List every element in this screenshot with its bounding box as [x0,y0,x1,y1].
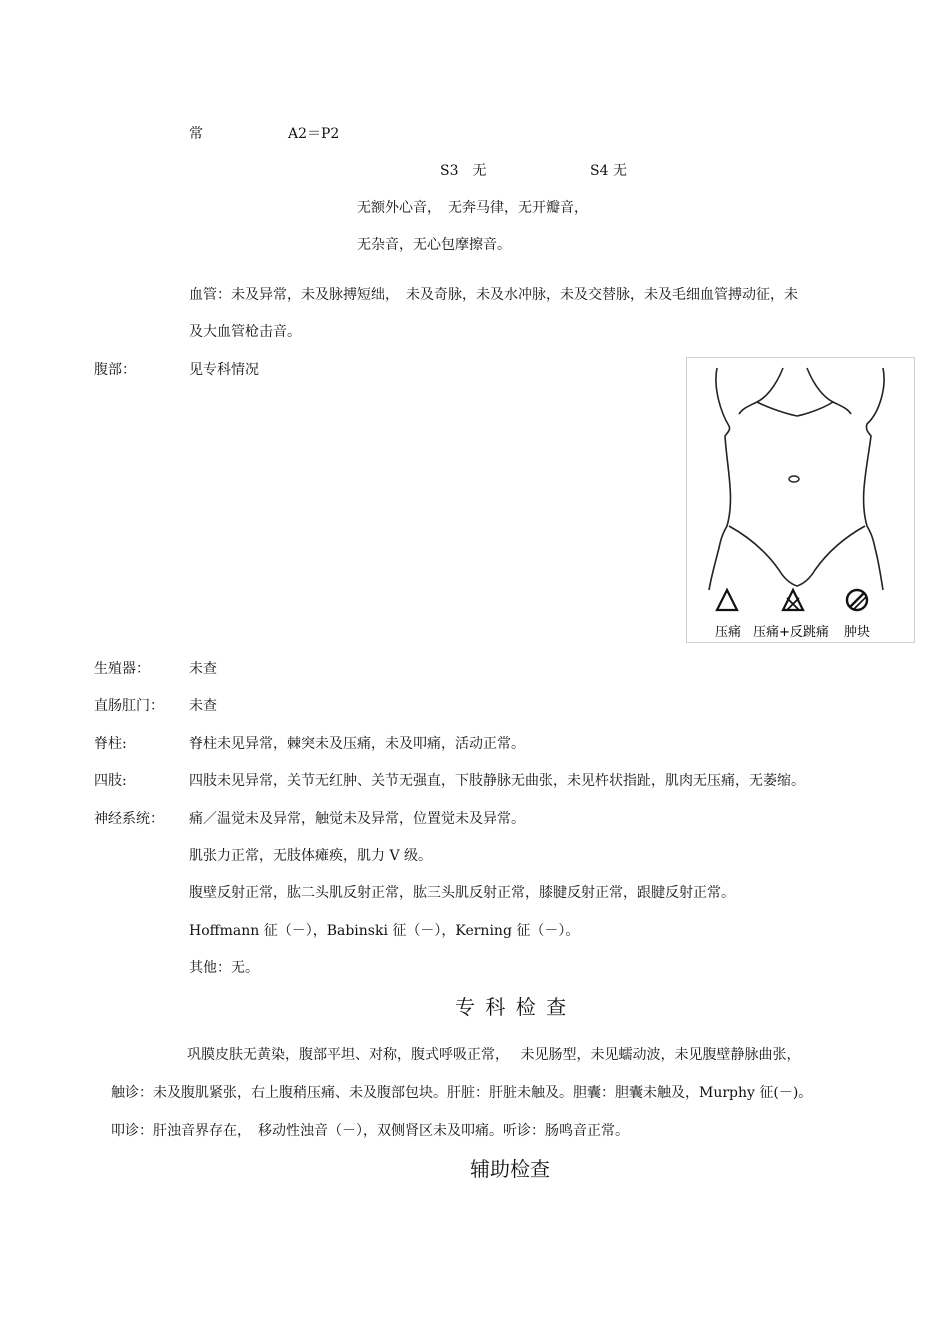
exam-label-spine: 脊柱: [94,736,127,752]
triangle-cross-icon [783,590,803,610]
legend-label-mass: 肿块 [844,625,871,640]
heart-line1-a: 常 [189,126,203,142]
neuro-line-reflexes: 腹壁反射正常，肱二头肌反射正常，肱三头肌反射正常，膝腱反射正常，跟腱反射正常。 [189,885,735,901]
heart-murmurs: 无杂音，无心包摩擦音。 [357,237,511,253]
triangle-icon [717,590,737,610]
specialty-line2: 触诊：未及腹肌紧张，右上腹稍压痛、未及腹部包块。肝脏：肝脏未触及。胆囊：胆囊未触及，Murphy 征(－)。 [111,1085,813,1101]
exam-value-rectum: 未查 [189,698,217,714]
heart-line1-b: A2＝P2 [288,126,340,142]
neuro-line-pathological: Hoffmann 征（－），Babinski 征（－），Kerning 征（－）。 [189,923,580,939]
vessels-line1: 血管：未及异常，未及脉搏短绌， 未及奇脉，未及水冲脉，未及交替脉，未及毛细血管搏动征，未 [189,287,798,303]
specialty-title: 专 科 检 查 [455,995,569,1019]
exam-label-neuro: 神经系统： [94,811,164,827]
torso-outline [709,368,884,590]
specialty-line1: 巩膜皮肤无黄染，腹部平坦、对称，腹式呼吸正常， 未见肠型，未见蠕动波，未见腹壁静脉曲张， [187,1047,801,1063]
abdomen-label: 腹部： [94,362,136,378]
neuro-line-other: 其他：无。 [189,960,259,976]
legend-label-rebound: 压痛+反跳痛 [753,625,829,640]
exam-label-genitals: 生殖器： [94,661,150,677]
specialty-line3: 叩诊：肝浊音界存在， 移动性浊音（－），双侧肾区未及叩痛。听诊：肠鸣音正常。 [111,1123,629,1139]
neuro-line-muscle: 肌张力正常，无肢体瘫痪，肌力 V 级。 [189,848,433,864]
heart-extra-sounds: 无额外心音， 无奔马律，无开瓣音， [357,200,588,216]
vessels-line2: 及大血管枪击音。 [189,324,301,340]
heart-s3: S3 无 [440,163,487,179]
exam-value-spine: 脊柱未见异常，棘突未及压痛，未及叩痛，活动正常。 [189,736,525,752]
navel-mark [789,476,799,482]
exam-value-genitals: 未查 [189,661,217,677]
auxiliary-title: 辅助检查 [470,1157,550,1181]
circle-slash-icon [847,590,867,610]
abdomen-value: 见专科情况 [189,362,259,378]
exam-value-limbs: 四肢未见异常，关节无红肿、关节无强直，下肢静脉无曲张，未见杵状指趾，肌肉无压痛，无萎缩。 [189,773,805,789]
exam-label-rectum: 直肠肛门： [94,698,164,714]
exam-label-limbs: 四肢: [94,773,127,789]
torso-outline-figure [687,358,914,642]
abdomen-diagram [686,357,915,643]
heart-s4: S4 无 [590,163,627,179]
legend-label-tenderness: 压痛 [715,625,742,640]
exam-value-neuro: 痛／温觉未及异常，触觉未及异常，位置觉未及异常。 [189,811,525,827]
